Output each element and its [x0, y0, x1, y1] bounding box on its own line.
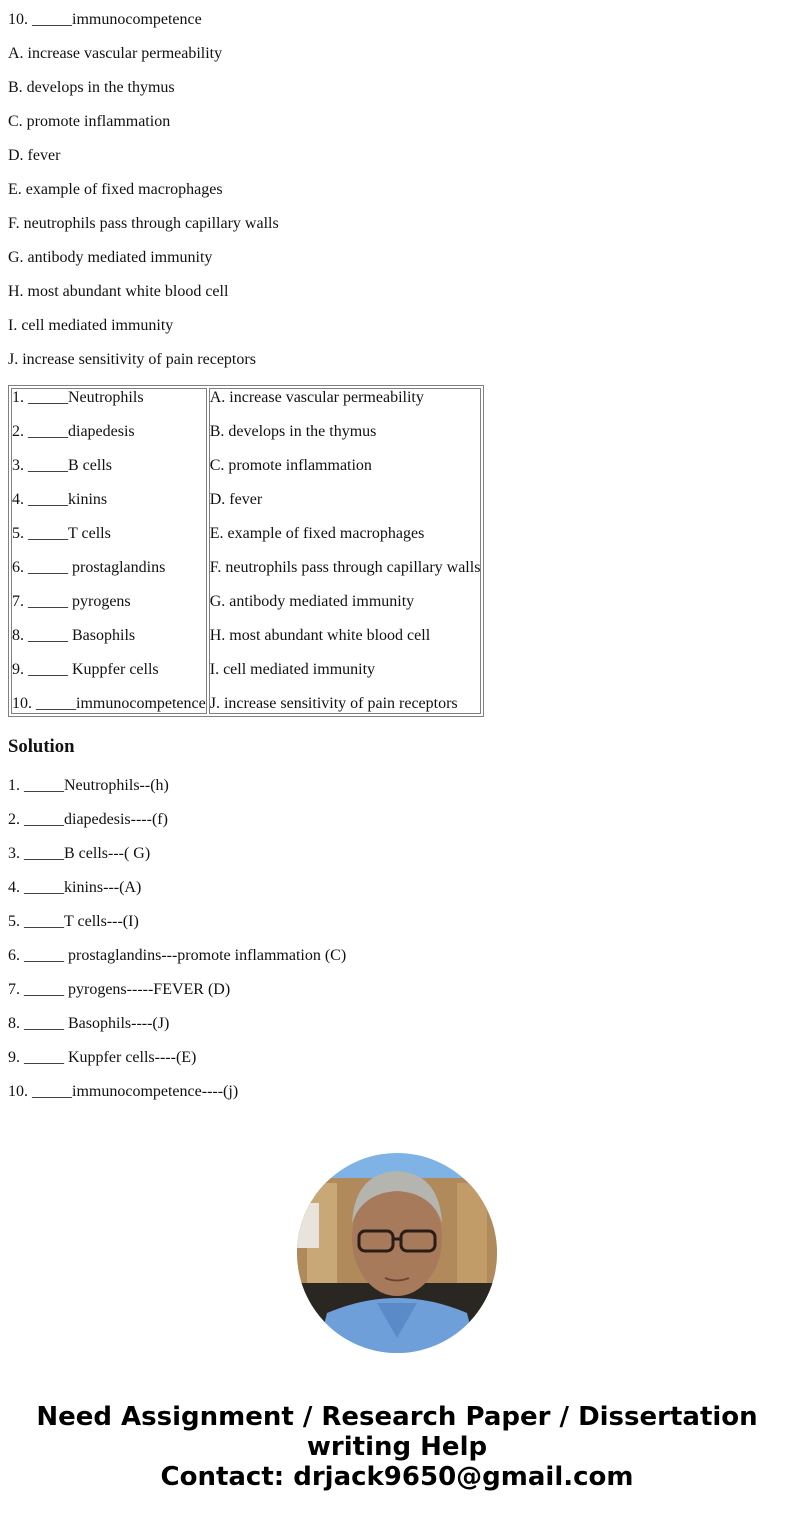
- option-c: C. promote inflammation: [8, 113, 171, 130]
- definition-a: A. increase vascular permeability: [209, 389, 424, 406]
- term-6: 6. _____ prostaglandins: [12, 559, 166, 576]
- term-3: 3. _____B cells: [12, 457, 112, 474]
- definition-d: D. fever: [209, 491, 263, 508]
- option-h: H. most abundant white blood cell: [8, 283, 229, 300]
- option-f: F. neutrophils pass through capillary walls: [8, 215, 279, 232]
- definition-g: G. antibody mediated immunity: [209, 593, 415, 610]
- definition-j: J. increase sensitivity of pain receptors: [209, 695, 458, 712]
- options-list: [8, 45, 786, 369]
- definition-f: F. neutrophils pass through capillary walls: [209, 559, 481, 576]
- answer-4: 4. _____kinins---(A): [8, 879, 142, 896]
- term-2: 2. _____diapedesis: [12, 423, 135, 440]
- solution-list: [8, 777, 786, 1101]
- promo-line-2: writing Help: [306, 1432, 488, 1462]
- option-i: I. cell mediated immunity: [8, 317, 174, 334]
- answer-1: 1. _____Neutrophils--(h): [8, 777, 169, 794]
- answer-5: 5. _____T cells---(I): [8, 913, 139, 930]
- term-5: 5. _____T cells: [12, 525, 111, 542]
- term-10: 10. _____immunocompetence: [12, 695, 206, 712]
- option-b: B. develops in the thymus: [8, 79, 175, 96]
- promo-line-1: Need Assignment / Research Paper / Dissertation: [36, 1402, 758, 1432]
- term-8: 8. _____ Basophils: [12, 627, 136, 644]
- answer-7: 7. _____ pyrogens-----FEVER (D): [8, 981, 231, 998]
- term-1: 1. _____Neutrophils: [12, 389, 144, 406]
- term-9: 9. _____ Kuppfer cells: [12, 661, 159, 678]
- document-body: [8, 0, 786, 1117]
- answer-8: 8. _____ Basophils----(J): [8, 1015, 170, 1032]
- definition-e: E. example of fixed macrophages: [209, 525, 425, 542]
- solution-heading: Solution: [8, 736, 75, 757]
- definition-c: C. promote inflammation: [209, 457, 372, 474]
- option-g: G. antibody mediated immunity: [8, 249, 213, 266]
- option-j: J. increase sensitivity of pain receptors: [8, 351, 256, 368]
- term-line-10: 10. _____immunocompetence: [8, 11, 202, 28]
- promo-contact: Contact: drjack9650@gmail.com: [160, 1462, 634, 1492]
- answer-3: 3. _____B cells---( G): [8, 845, 151, 862]
- answer-10: 10. _____immunocompetence----(j): [8, 1083, 239, 1100]
- author-avatar: [297, 1153, 497, 1353]
- terms-cell: [11, 388, 207, 714]
- table-row: [11, 388, 481, 714]
- promo-banner: [0, 1402, 794, 1492]
- definitions-cell: [209, 388, 482, 714]
- term-4: 4. _____kinins: [12, 491, 108, 508]
- avatar-portrait-image: [297, 1153, 497, 1353]
- option-e: E. example of fixed macrophages: [8, 181, 223, 198]
- definition-b: B. develops in the thymus: [209, 423, 377, 440]
- answer-2: 2. _____diapedesis----(f): [8, 811, 168, 828]
- matching-table: [8, 385, 484, 717]
- option-a: A. increase vascular permeability: [8, 45, 223, 62]
- definition-h: H. most abundant white blood cell: [209, 627, 431, 644]
- definition-i: I. cell mediated immunity: [209, 661, 376, 678]
- option-d: D. fever: [8, 147, 61, 164]
- answer-6: 6. _____ prostaglandins---promote inflammation (C): [8, 947, 347, 964]
- answer-9: 9. _____ Kuppfer cells----(E): [8, 1049, 197, 1066]
- term-7: 7. _____ pyrogens: [12, 593, 131, 610]
